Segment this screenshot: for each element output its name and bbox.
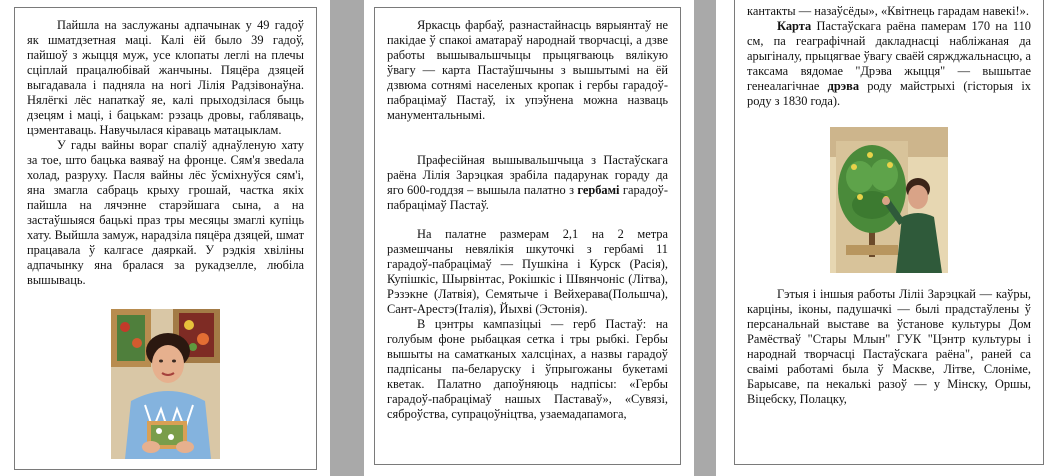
page-3-paragraph-0: кантакты — назаўсёды», «Квітнець гарадам навекі!». — [747, 4, 1029, 18]
portrait-photo — [111, 309, 220, 459]
page-2-paragraph-2: Прафесійная вышывальшчыца з Пастаўскага раёна Лілія Зарэцкая зрабіла падарунак гораду да яго 600-годдзя – вышыла палатно з гербамі гарадоў-пабрацімаў Пастаў. — [387, 153, 668, 212]
page-3 — [716, 0, 1054, 476]
page-1-paragraph-2: У гады вайны вораг спаліў аднаўленую хату за тое, што бацька ваяваў на фронце. Сям'я звedала холад, разруху. Пасля вайны лёс ўсміхнуўся сям'і, яна змагла сабраць крыху грошай, частка якіх пайшла на лячэнне старэйшага сына, а на застаўшыяся бацькі праз тры месяцы змаглі купіць хату. Выйшла замуж, нарадзіла пяцёра дзяцей, шмат працавала ў калгасе даяркай. У рэдкія хвіліны адпачынку яна бралася за рукадзелле, любіла вышываць. — [27, 138, 304, 287]
page-1-paragraph-1: Пайшла на заслужаны адпачынак у 49 гадоў як шматдзетная маці. Калі ёй было 39 гадоў, пайшоў з жыцця муж, усе клопаты леглі на плечы сціплай працалюбівай жанчыны. Пяцёра дзяцей выгадавала і падняла на ногі Лілія Радзівонаўна. Нялёгкі лёс напаткаў яе, калі прыходзілася быць дзецям і маці, і бацькам: рэзаць дровы, габляваць, цэментаваць. Навучылася кіраваць матацыклам. — [27, 18, 304, 137]
page-3-paragraph-1: Карта Пастаўскага раёна памерам 170 на 110 см, па геаграфічнай дакладнасці набліжаная да арыгіналу, прыцягвае ўвагу сваёй сяржджальнасцю, а таксама вядомае "Дрэва жыцця" — вышытае генеалагічнае дрэва роду майстрыхі (гісторыя іх роду з 1830 года). — [747, 19, 1031, 108]
page-1 — [0, 0, 330, 476]
page-1-frame — [14, 7, 317, 470]
page-3-frame — [734, 0, 1044, 465]
page-3-paragraph-2: Гэтыя і іншыя работы Ліліі Зарэцкай — каўры, карціны, іконы, падушачкі — былі прадстаўлены ў персанальнай выставе ва ўстанове культуры Дом Рамёстваў "Стары Млын" ГУК "Цэнтр культуры і народнай творчасці Пастаўскага раёна", раней са сваімі работамі была ў Маскве, Літве, Слоніме, Барысаве, па некалькі разоў — у Мінску, Оршы, Віцебску, Полацку, — [747, 287, 1031, 406]
page-2 — [364, 0, 694, 476]
page-2-frame — [374, 7, 681, 465]
tree-of-life-photo — [830, 127, 948, 273]
page-2-paragraph-3: На палатне размерам 2,1 на 2 метра размешчаны невялікія шкуточкі з гербамі 11 гарадоў-пабрацімаў — Пушкіна і Курск (Расія), Купішкіс, Шырвінтас, Рокішкіс і Швянчоніс (Літва), Рэзэкне (Латвія), Семятыче і Вейхерава(Польшча), Сант-Арестэ(Італія), Йыхві (Эстонія). — [387, 227, 668, 316]
page-2-paragraph-1: Яркасць фарбаў, разнастайнасць вярыянтаў не пакідае ў спакоі аматараў народнай творчасці, а дзве работы вышывальшчыцы прыцягваюць вялікую ўвагу — карта Пастаўшчыны з вышытымі на ёй дзвюма сотнямі населеных кропак і гербы гарадоў-пабрацімаў Пастаў, іх упэўнена можна назваць манументальнымі. — [387, 18, 668, 122]
page-2-paragraph-4: В цэнтры кампазіцыі — герб Пастаў: на голубым фоне рыбацкая сетка і тры рыбкі. Гербы вышыты на саматканых халсцінах, а назвы гарадоў падпісаны па-беларуску і ўпрыгожаны букетамі кветак. Палатно дапоўняюць надпісы: «Гербы гарадоў-пабрацімаў нашых Паставаў», «Сувязі, сяброўства, супрацоўніцтва, узаемадапамога, — [387, 317, 668, 421]
